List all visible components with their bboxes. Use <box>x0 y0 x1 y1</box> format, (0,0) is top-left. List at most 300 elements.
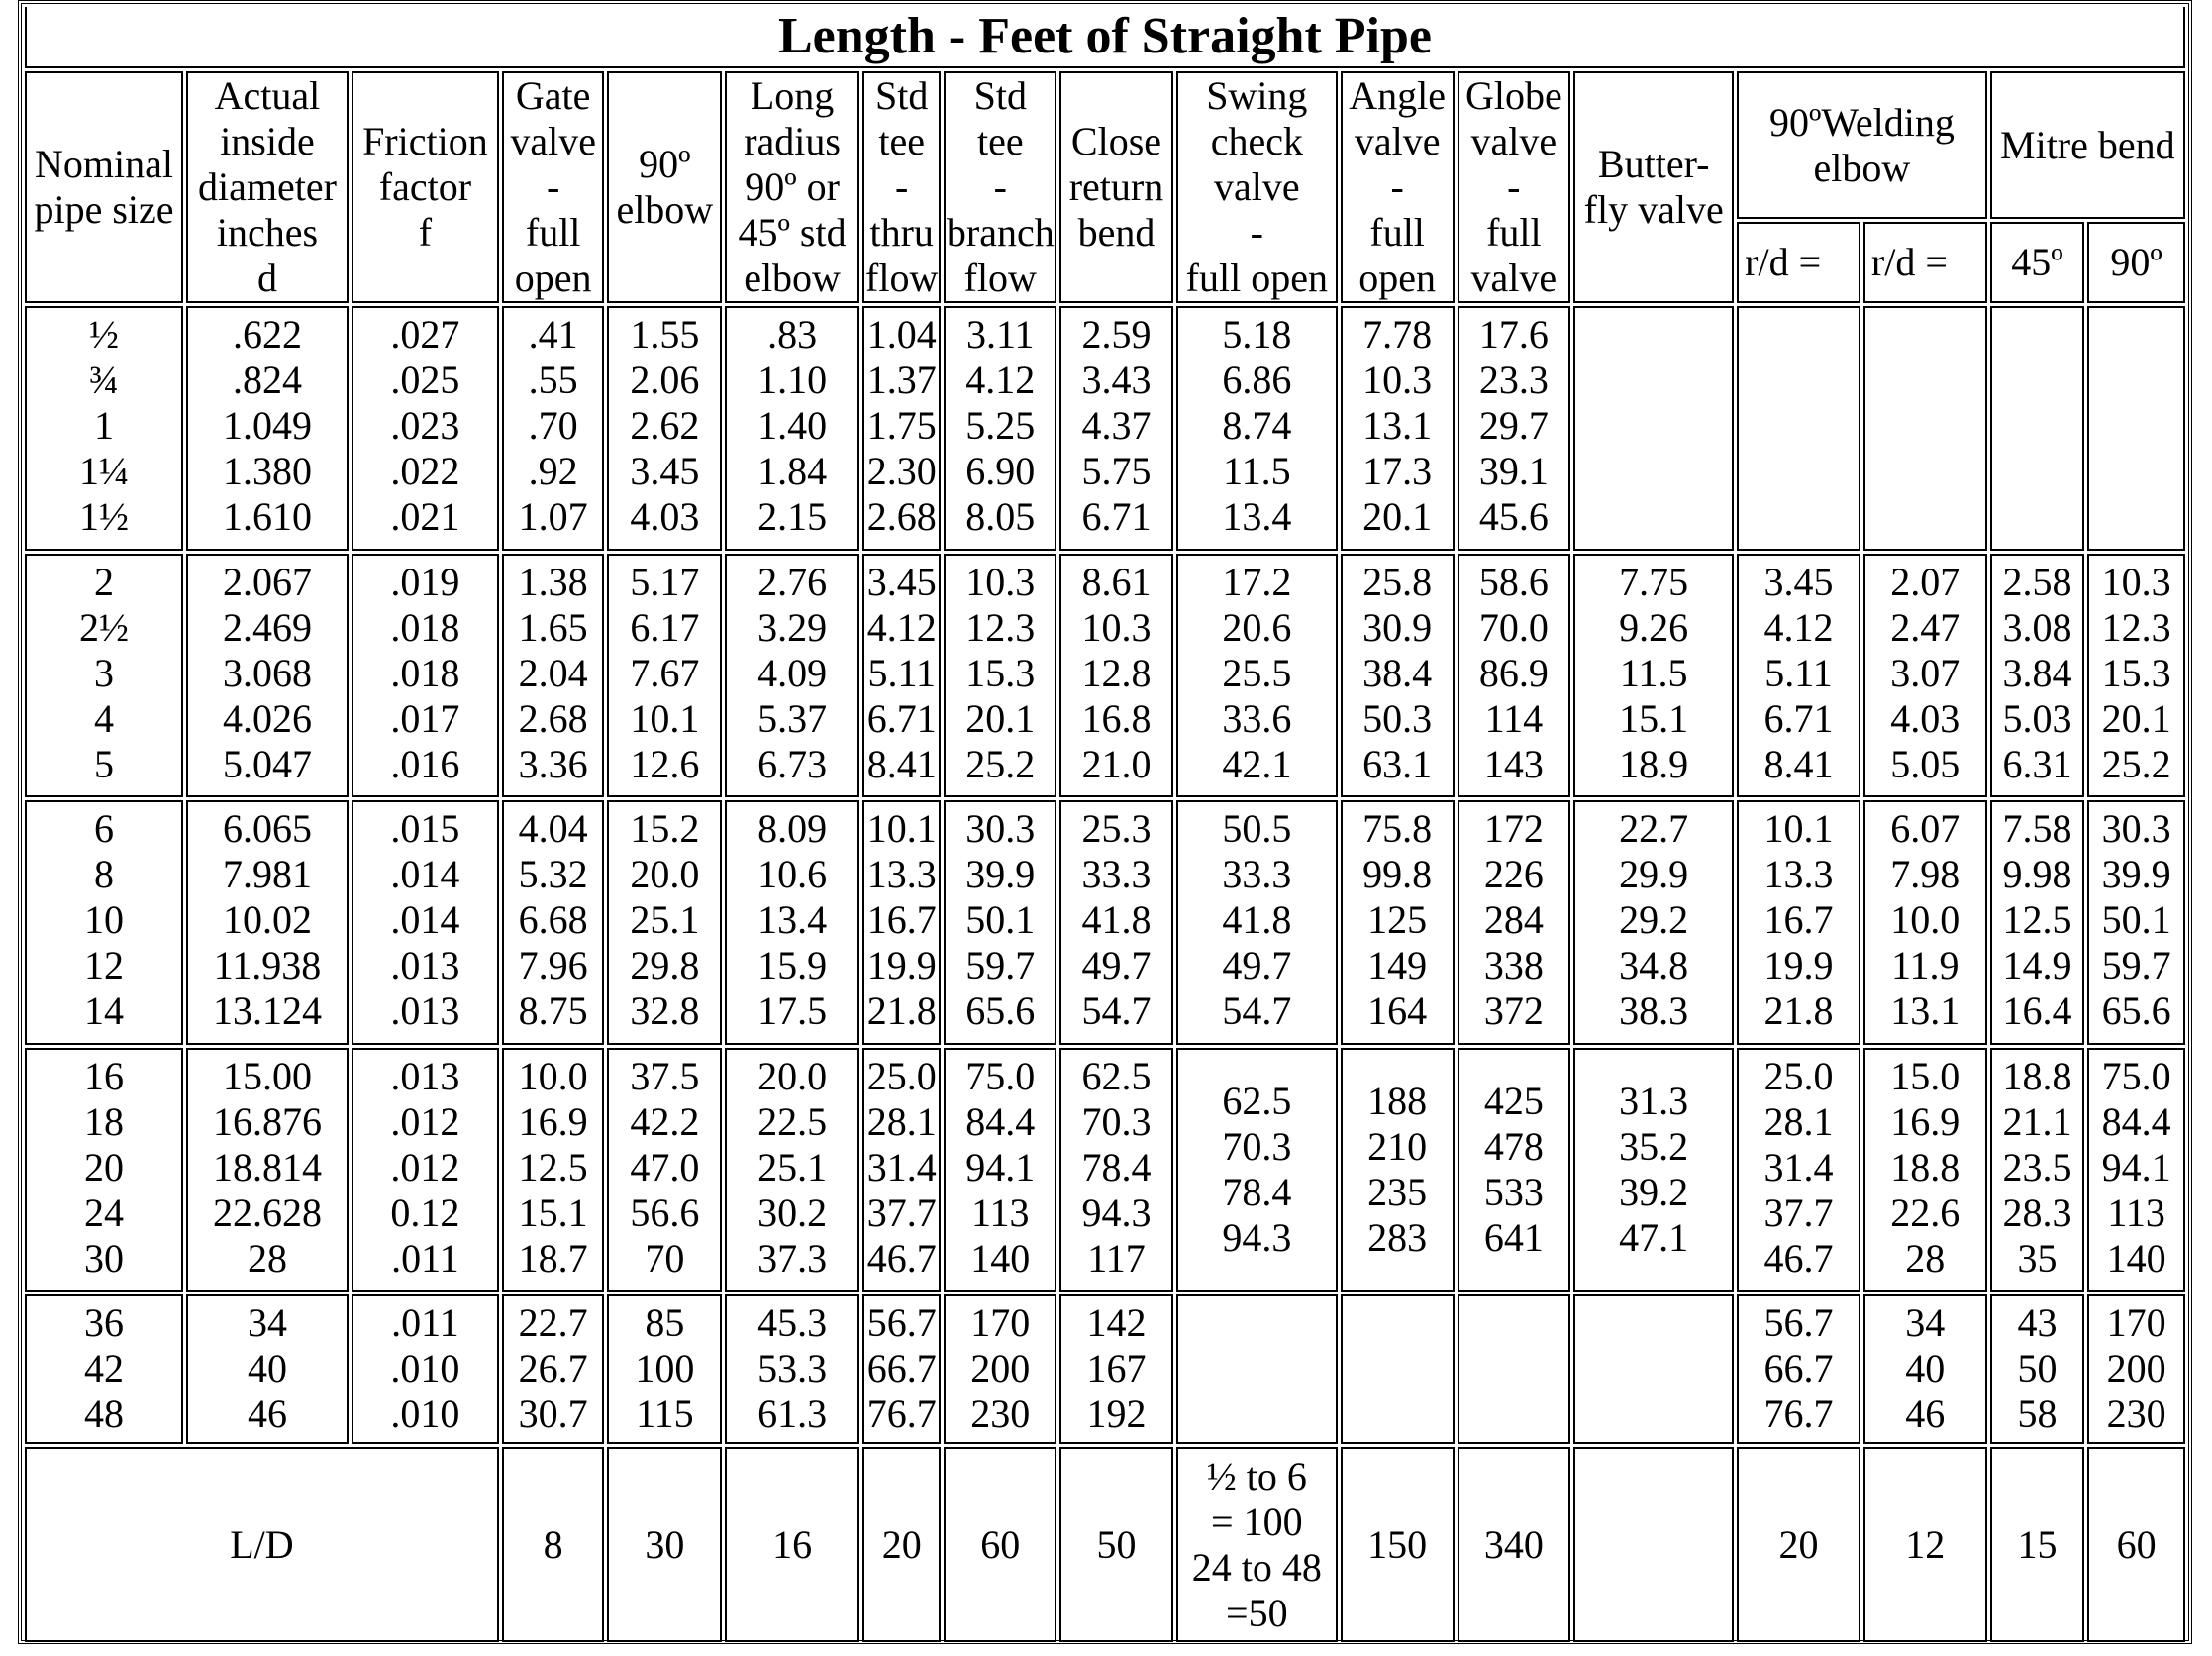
cell-value: 1 <box>93 403 114 448</box>
cell-value: 25.1 <box>630 897 700 942</box>
cell-value: 15.1 <box>1619 695 1689 741</box>
cell-butterfly <box>1573 554 1734 798</box>
cell-value: 31.4 <box>1763 1144 1834 1190</box>
cell-value: 2.04 <box>518 650 588 695</box>
header-line: thru <box>869 210 934 255</box>
ld-row <box>25 1447 2185 1642</box>
cell-value: 5.05 <box>1890 741 1961 786</box>
header-mitre-90: 90º <box>2087 222 2185 303</box>
cell-gate <box>502 306 605 551</box>
cell-value: 16.9 <box>1890 1098 1961 1144</box>
cell-close <box>1059 554 1173 798</box>
header-line: Close <box>1070 119 1162 163</box>
cell-value: 46.7 <box>1763 1235 1834 1281</box>
cell-value: 140 <box>970 1235 1031 1281</box>
cell-value: 18.7 <box>518 1235 588 1281</box>
cell-friction <box>352 554 499 798</box>
ld-elbow90: 30 <box>607 1447 722 1642</box>
cell-value: 61.3 <box>757 1392 828 1436</box>
cell-value: 86.9 <box>1478 650 1549 695</box>
cell-swing <box>1176 1048 1338 1293</box>
cell-value: 20.0 <box>757 1053 828 1098</box>
cell-value: 25.2 <box>965 741 1036 786</box>
cell-value: .017 <box>390 695 460 741</box>
cell-value: 30.9 <box>1362 604 1433 650</box>
cell-value: 10.0 <box>518 1053 588 1098</box>
cell-value: 142 <box>1086 1300 1147 1345</box>
cell-value: 125 <box>1367 897 1428 942</box>
cell-value: 30 <box>83 1235 124 1281</box>
header-line: valve <box>510 119 596 163</box>
ld-rd1: 20 <box>1737 1447 1860 1642</box>
cell-angle <box>1341 554 1455 798</box>
cell-value: 28.1 <box>866 1098 937 1144</box>
cell-value: 1.38 <box>518 559 588 604</box>
header-line: tee <box>878 119 926 163</box>
ld-angle: 150 <box>1341 1447 1455 1642</box>
cell-value: 1.65 <box>518 604 588 650</box>
cell-close <box>1059 1294 1173 1444</box>
cell-actual <box>186 306 349 551</box>
ld-gate: 8 <box>502 1447 605 1642</box>
cell-value: 70 <box>645 1235 685 1281</box>
cell-gate <box>502 800 605 1045</box>
cell-value: 10.3 <box>1081 604 1152 650</box>
cell-value: .012 <box>390 1098 460 1144</box>
cell-value: 149 <box>1367 943 1428 987</box>
cell-value: 21.8 <box>1763 988 1834 1033</box>
cell-value: 46.7 <box>866 1235 937 1281</box>
cell-value: 10.3 <box>1362 358 1433 402</box>
cell-value: 43 <box>2017 1300 2058 1345</box>
cell-value: 94.1 <box>2101 1144 2171 1190</box>
header-line: valve <box>1354 119 1441 163</box>
header-line: valve <box>1214 164 1300 209</box>
header-welding-elbow <box>1737 71 1987 219</box>
cell-friction <box>352 1048 499 1293</box>
cell-globe <box>1458 800 1571 1045</box>
cell-value: 8.09 <box>757 806 828 851</box>
cell-swing <box>1176 800 1338 1045</box>
table-row <box>25 1048 2185 1293</box>
cell-value: 1.10 <box>757 358 828 402</box>
cell-value: 6 <box>93 806 114 851</box>
cell-value: 17.2 <box>1222 559 1292 604</box>
cell-butterfly <box>1573 306 1734 551</box>
cell-value: 8.05 <box>965 494 1036 539</box>
ld-close: 50 <box>1059 1447 1173 1642</box>
cell-value: 65.6 <box>965 988 1036 1033</box>
cell-value: ¾ <box>88 358 119 402</box>
cell-value: 6.07 <box>1890 806 1961 851</box>
cell-value: 70.0 <box>1478 604 1549 650</box>
cell-value: 29.7 <box>1478 403 1549 448</box>
cell-angle <box>1341 1294 1455 1444</box>
cell-angle <box>1341 800 1455 1045</box>
header-line: elbow <box>616 187 714 232</box>
cell-value: 26.7 <box>518 1346 588 1391</box>
cell-value: 2.68 <box>518 695 588 741</box>
cell-value: 0.12 <box>390 1190 460 1235</box>
cell-rd2 <box>1863 1294 1987 1444</box>
cell-value: 53.3 <box>757 1346 828 1391</box>
cell-value: 25.2 <box>2101 741 2171 786</box>
ld-rd2: 12 <box>1863 1447 1987 1642</box>
cell-value: 13.3 <box>1763 852 1834 896</box>
cell-gate <box>502 1048 605 1293</box>
cell-value: 20 <box>83 1144 124 1190</box>
cell-value: 35 <box>2017 1235 2058 1281</box>
ld-line: = 100 <box>1211 1499 1303 1544</box>
cell-value: 11.5 <box>1223 449 1291 493</box>
cell-value: .010 <box>390 1346 460 1391</box>
cell-value: 14.9 <box>2002 943 2072 987</box>
header-nominal <box>25 71 183 303</box>
cell-value: 6.71 <box>866 695 937 741</box>
cell-value: 17.6 <box>1478 312 1549 357</box>
header-line: Angle <box>1349 73 1447 118</box>
cell-value: 56.7 <box>866 1300 937 1345</box>
cell-value: 16.876 <box>212 1098 322 1144</box>
cell-value: 50.1 <box>2101 897 2171 942</box>
cell-value: 7.67 <box>630 650 700 695</box>
cell-globe <box>1458 1294 1571 1444</box>
cell-value: 4 <box>93 695 114 741</box>
cell-value: 7.58 <box>2002 806 2072 851</box>
cell-value: 22.628 <box>212 1190 322 1235</box>
cell-value: .019 <box>390 559 460 604</box>
cell-value: ½ <box>88 312 119 357</box>
cell-value: 3.84 <box>2002 650 2072 695</box>
cell-value: 15.9 <box>757 943 828 987</box>
cell-value: 78.4 <box>1081 1144 1152 1190</box>
cell-value: 28.1 <box>1763 1098 1834 1144</box>
cell-actual <box>186 800 349 1045</box>
cell-value: 21.8 <box>866 988 937 1033</box>
cell-value: 2.469 <box>222 604 312 650</box>
cell-value: 15.2 <box>630 806 700 851</box>
cell-value: 2.15 <box>757 494 828 539</box>
cell-value: 70.3 <box>1222 1123 1292 1169</box>
cell-value: 28 <box>1905 1235 1946 1281</box>
cell-gate <box>502 554 605 798</box>
cell-value: 2 <box>93 559 114 604</box>
cell-value: 33.3 <box>1081 852 1152 896</box>
cell-longradius <box>725 554 859 798</box>
header-line: f <box>418 210 433 255</box>
cell-value: 75.0 <box>965 1053 1036 1098</box>
header-line: flow <box>963 256 1037 300</box>
cell-stdtee-branch <box>944 800 1056 1045</box>
cell-globe <box>1458 554 1571 798</box>
cell-value: 4.12 <box>965 358 1036 402</box>
header-line: Std <box>973 73 1027 118</box>
ld-stdtee-thru: 20 <box>862 1447 941 1642</box>
cell-value: 39.9 <box>965 852 1036 896</box>
cell-m90 <box>2087 800 2185 1045</box>
header-line: d <box>256 256 277 300</box>
cell-value: 48 <box>83 1392 124 1436</box>
header-angle-valve <box>1341 71 1455 303</box>
cell-close <box>1059 800 1173 1045</box>
cell-value: .83 <box>767 312 818 357</box>
cell-value: 30.7 <box>518 1392 588 1436</box>
cell-value: 50.1 <box>965 897 1036 942</box>
cell-value: 20.6 <box>1222 604 1292 650</box>
cell-value: 230 <box>970 1392 1031 1436</box>
cell-value: 32.8 <box>630 988 700 1033</box>
cell-value: 21.1 <box>2002 1098 2072 1144</box>
cell-value: 14 <box>83 988 124 1033</box>
header-line: 45º std <box>738 210 847 255</box>
cell-close <box>1059 1048 1173 1293</box>
header-line: elbow <box>1813 145 1911 190</box>
header-line: flow <box>865 256 939 300</box>
cell-value: .025 <box>390 358 460 402</box>
cell-value: 25.3 <box>1081 806 1152 851</box>
cell-value: 23.5 <box>2002 1144 2072 1190</box>
cell-value: 18.9 <box>1619 741 1689 786</box>
cell-value: 25.0 <box>1763 1053 1834 1098</box>
cell-value: 39.1 <box>1478 449 1549 493</box>
cell-rd2 <box>1863 800 1987 1045</box>
cell-value: 5.17 <box>630 559 700 604</box>
header-line: Std <box>875 73 929 118</box>
header-line: - <box>1250 210 1263 255</box>
cell-value: .70 <box>528 403 578 448</box>
cell-value: 5.11 <box>867 650 936 695</box>
cell-value: 45.6 <box>1478 494 1549 539</box>
cell-value: 140 <box>2106 1235 2166 1281</box>
cell-value: 5.37 <box>757 695 828 741</box>
cell-value: 5.32 <box>518 852 588 896</box>
cell-value: 7.96 <box>518 943 588 987</box>
cell-value: 76.7 <box>866 1392 937 1436</box>
ld-globe: 340 <box>1458 1447 1571 1642</box>
cell-value: 6.065 <box>222 806 312 851</box>
cell-value: 78.4 <box>1222 1169 1292 1214</box>
cell-value: 3.45 <box>1763 559 1834 604</box>
cell-value: 28.3 <box>2002 1190 2072 1235</box>
cell-value: 2.76 <box>757 559 828 604</box>
cell-value: 20.0 <box>630 852 700 896</box>
cell-longradius <box>725 306 859 551</box>
pipe-table-frame <box>18 0 2192 1644</box>
cell-value: 15.00 <box>222 1053 312 1098</box>
cell-value: 5.03 <box>2002 695 2072 741</box>
cell-friction <box>352 306 499 551</box>
cell-elbow90 <box>607 800 722 1045</box>
cell-value: 84.4 <box>965 1098 1036 1144</box>
cell-value: 16.7 <box>1763 897 1834 942</box>
cell-value: 10.1 <box>630 695 700 741</box>
cell-value: .92 <box>528 449 578 493</box>
cell-value: 30.2 <box>757 1190 828 1235</box>
cell-value: 10 <box>83 897 124 942</box>
header-line: full open <box>1185 256 1328 300</box>
cell-m45 <box>1990 1294 2085 1444</box>
cell-value: 34.8 <box>1619 943 1689 987</box>
header-std-tee-thru <box>862 71 941 303</box>
ld-line: =50 <box>1226 1590 1288 1635</box>
cell-globe <box>1458 306 1571 551</box>
header-line: open <box>1358 256 1437 300</box>
cell-swing <box>1176 1294 1338 1444</box>
cell-value: .013 <box>390 943 460 987</box>
cell-value: .018 <box>390 604 460 650</box>
cell-value: 5.11 <box>1764 650 1833 695</box>
cell-value: 12.5 <box>2002 897 2072 942</box>
header-std-tee-branch <box>944 71 1056 303</box>
header-line: Actual <box>214 73 321 118</box>
cell-value: 30.3 <box>2101 806 2171 851</box>
cell-value: 13.1 <box>1362 403 1433 448</box>
cell-value: 1¼ <box>78 449 129 493</box>
cell-value: 2.067 <box>222 559 312 604</box>
cell-value: 49.7 <box>1081 943 1152 987</box>
cell-value: 62.5 <box>1081 1053 1152 1098</box>
cell-m90 <box>2087 554 2185 798</box>
cell-stdtee-branch <box>944 1048 1056 1293</box>
header-line: Gate <box>515 73 591 118</box>
cell-value: 20.1 <box>1362 494 1433 539</box>
ld-stdtee-branch: 60 <box>944 1447 1056 1642</box>
cell-value: 56.6 <box>630 1190 700 1235</box>
cell-value: 115 <box>636 1392 694 1436</box>
cell-value: 283 <box>1367 1214 1428 1260</box>
cell-value: 25.8 <box>1362 559 1433 604</box>
cell-butterfly <box>1573 800 1734 1045</box>
cell-value: 1.37 <box>866 358 937 402</box>
header-line: 90ºWelding <box>1768 99 1955 145</box>
cell-nominal <box>25 800 183 1045</box>
cell-value: 18.814 <box>212 1144 322 1190</box>
cell-value: 25.1 <box>757 1144 828 1190</box>
header-line: elbow <box>744 256 841 300</box>
cell-value: 94.3 <box>1081 1190 1152 1235</box>
cell-value: .015 <box>390 806 460 851</box>
ld-m45: 15 <box>1990 1447 2085 1642</box>
cell-value: 54.7 <box>1222 988 1292 1033</box>
cell-friction <box>352 800 499 1045</box>
cell-value: 16.8 <box>1081 695 1152 741</box>
cell-value: 372 <box>1483 988 1544 1033</box>
cell-value: 13.3 <box>866 852 937 896</box>
header-line: fly valve <box>1583 187 1724 232</box>
cell-value: 3.11 <box>966 312 1035 357</box>
cell-value: 425 <box>1483 1078 1544 1123</box>
cell-value: 41.8 <box>1222 897 1292 942</box>
cell-value: 18.8 <box>2002 1053 2072 1098</box>
cell-stdtee-branch <box>944 306 1056 551</box>
cell-value: 28 <box>247 1235 287 1281</box>
cell-stdtee-thru <box>862 554 941 798</box>
cell-value: 8.41 <box>866 741 937 786</box>
cell-value: 3 <box>93 650 114 695</box>
cell-m45 <box>1990 306 2085 551</box>
cell-value: .022 <box>390 449 460 493</box>
cell-value: 3.068 <box>222 650 312 695</box>
cell-value: .011 <box>391 1300 459 1345</box>
cell-value: 5 <box>93 741 114 786</box>
cell-value: 4.026 <box>222 695 312 741</box>
cell-value: 13.124 <box>212 988 322 1033</box>
cell-value: 19.9 <box>1763 943 1834 987</box>
ld-line: 24 to 48 <box>1191 1544 1322 1590</box>
cell-value: 210 <box>1367 1123 1428 1169</box>
cell-value: 114 <box>1484 695 1544 741</box>
cell-value: 2.30 <box>866 449 937 493</box>
cell-value: 31.4 <box>866 1144 937 1190</box>
cell-value: 18.8 <box>1890 1144 1961 1190</box>
cell-rd1 <box>1737 800 1860 1045</box>
header-line: Friction <box>362 119 488 163</box>
cell-nominal <box>25 1294 183 1444</box>
cell-value: 6.17 <box>630 604 700 650</box>
ld-label: L/D <box>25 1447 499 1642</box>
cell-value: 2½ <box>78 604 129 650</box>
header-line: - <box>1390 164 1404 209</box>
cell-friction <box>352 1294 499 1444</box>
cell-value: 13.4 <box>1222 494 1292 539</box>
cell-value: 6.90 <box>965 449 1036 493</box>
cell-value: 10.1 <box>866 806 937 851</box>
cell-stdtee-thru <box>862 800 941 1045</box>
cell-value: 10.6 <box>757 852 828 896</box>
cell-value: 34 <box>1905 1300 1946 1345</box>
cell-value: 39.2 <box>1619 1169 1689 1214</box>
cell-value: 164 <box>1367 988 1428 1033</box>
cell-value: 15.3 <box>965 650 1036 695</box>
cell-value: .014 <box>390 897 460 942</box>
cell-value: 29.2 <box>1619 897 1689 942</box>
cell-value: 22.6 <box>1890 1190 1961 1235</box>
cell-value: 1.75 <box>866 403 937 448</box>
cell-value: 11.9 <box>1891 943 1960 987</box>
cell-value: 40 <box>247 1346 287 1391</box>
cell-value: 42 <box>83 1346 124 1391</box>
cell-value: 12.8 <box>1081 650 1152 695</box>
cell-value: .824 <box>232 358 302 402</box>
cell-value: 11.5 <box>1619 650 1688 695</box>
header-line: bend <box>1077 210 1156 255</box>
cell-value: 15.1 <box>518 1190 588 1235</box>
cell-actual <box>186 554 349 798</box>
cell-value: 12.5 <box>518 1144 588 1190</box>
cell-value: 8 <box>93 852 114 896</box>
cell-value: 1.049 <box>222 403 312 448</box>
header-mitre-45: 45º <box>1990 222 2085 303</box>
cell-value: 2.59 <box>1081 312 1152 357</box>
cell-value: 12.3 <box>2101 604 2171 650</box>
cell-value: 16.4 <box>2002 988 2072 1033</box>
cell-swing <box>1176 554 1338 798</box>
cell-value: 6.31 <box>2002 741 2072 786</box>
cell-rd1 <box>1737 1294 1860 1444</box>
cell-value: 66.7 <box>866 1346 937 1391</box>
cell-rd2 <box>1863 554 1987 798</box>
cell-value: 20.1 <box>965 695 1036 741</box>
cell-value: 16 <box>83 1053 124 1098</box>
cell-value: 16.9 <box>518 1098 588 1144</box>
header-butterfly-valve <box>1573 71 1734 303</box>
ld-m90: 60 <box>2087 1447 2185 1642</box>
cell-value: .010 <box>390 1392 460 1436</box>
cell-value: 84.4 <box>2101 1098 2171 1144</box>
header-line: tee <box>976 119 1024 163</box>
cell-value: 5.75 <box>1081 449 1152 493</box>
header-rd-1: r/d = <box>1737 222 1860 303</box>
